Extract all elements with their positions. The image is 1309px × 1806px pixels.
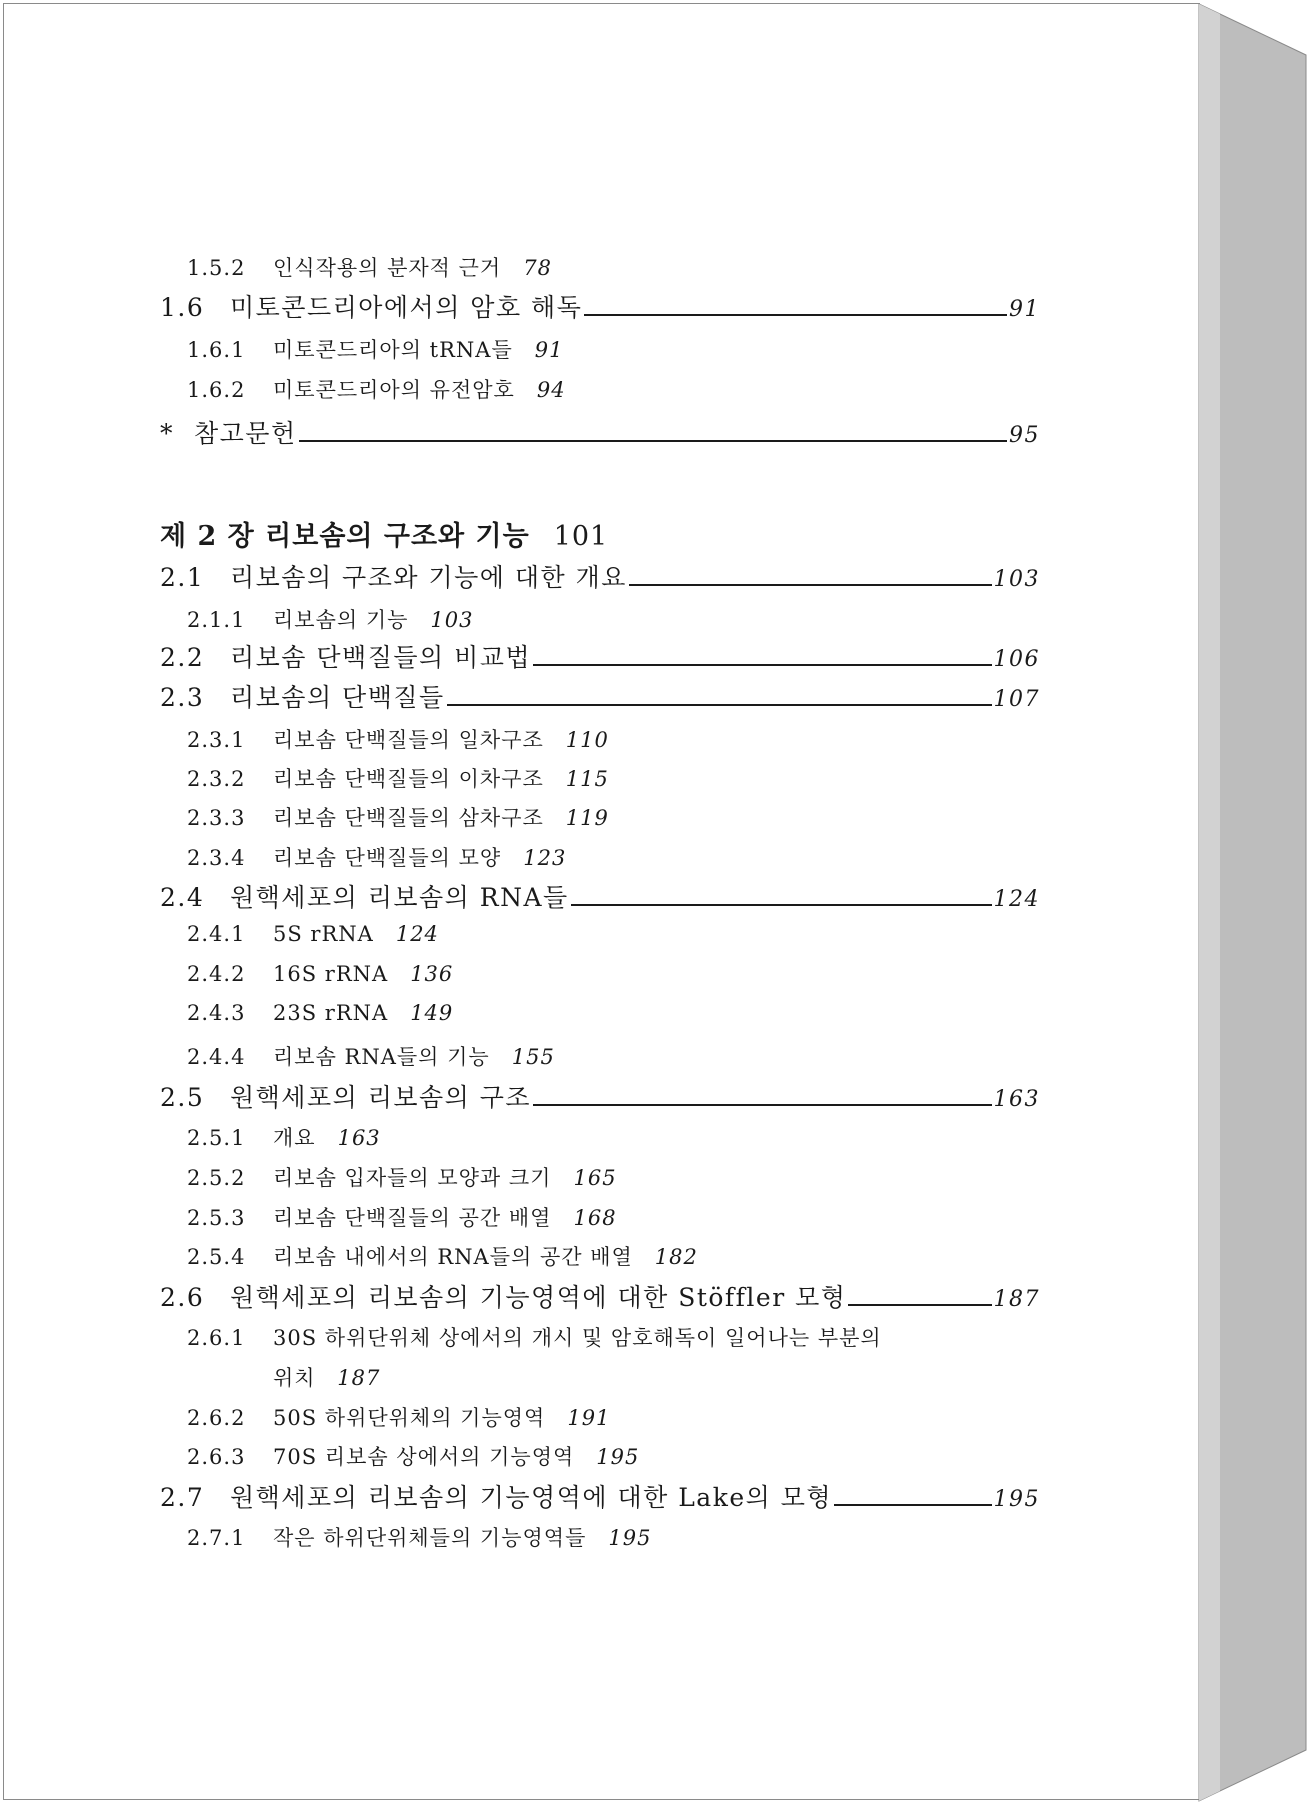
- entry-title: 30S 하위단위체 상에서의 개시 및 암호해독이 일어나는 부분의: [273, 1326, 882, 1350]
- dotted-leader: [571, 904, 992, 906]
- entry-number: 1.6.2: [187, 378, 246, 402]
- entry-page: 119: [565, 806, 609, 830]
- entry-number: 1.6: [160, 293, 205, 322]
- entry-number: 2.3.4: [187, 846, 246, 870]
- chapter-page: 101: [553, 521, 609, 552]
- toc-entry-2-6-2: [160, 1402, 610, 1432]
- entry-page: 103: [993, 567, 1040, 592]
- toc-entry-2-7-1: [160, 1522, 651, 1552]
- toc-entry-2-5-2: [160, 1162, 617, 1192]
- entry-number: 2.3.1: [187, 728, 246, 752]
- entry-title: 리보솜 단백질들의 모양: [273, 846, 502, 870]
- entry-title: 원핵세포의 리보솜의 기능영역에 대한 Lake의 모형: [230, 1483, 833, 1512]
- toc-entry-1-6: [160, 288, 1040, 324]
- dotted-leader: [584, 314, 1007, 316]
- entry-title: 인식작용의 분자적 근거: [273, 256, 502, 280]
- entry-number: 2.5.1: [187, 1126, 246, 1150]
- entry-page: 124: [993, 887, 1040, 912]
- entry-title: 리보솜 단백질들의 공간 배열: [273, 1206, 552, 1230]
- entry-page: 163: [993, 1087, 1040, 1112]
- toc-entry-2-4-3: [160, 1001, 453, 1025]
- entry-number: 2.6: [160, 1283, 205, 1312]
- entry-title: 리보솜 RNA들의 기능: [273, 1045, 490, 1069]
- toc-entry-references: [160, 414, 1040, 450]
- entry-number: 2.4.2: [187, 962, 246, 986]
- entry-page: 95: [1009, 423, 1040, 448]
- entry-title: 50S 하위단위체의 기능영역: [273, 1406, 546, 1430]
- toc-entry-2-6: [160, 1278, 1040, 1314]
- entry-number: 2.6.1: [187, 1326, 246, 1350]
- entry-number: 2.1.1: [187, 608, 246, 632]
- entry-page: 103: [430, 608, 474, 632]
- entry-page: 187: [993, 1287, 1040, 1312]
- entry-page: 107: [993, 687, 1040, 712]
- dotted-leader: [533, 664, 991, 666]
- entry-title: 5S rRNA: [273, 922, 374, 946]
- dotted-leader: [299, 440, 1007, 442]
- dotted-leader: [848, 1304, 991, 1306]
- chapter-heading: [160, 514, 608, 553]
- entry-title-continued: 위치: [273, 1366, 316, 1390]
- entry-title: 70S 리보솜 상에서의 기능영역: [273, 1445, 575, 1469]
- toc-entry-2-6-3: [160, 1441, 639, 1471]
- entry-number: 1.6.1: [187, 338, 246, 362]
- entry-title: 미토콘드리아의 유전암호: [273, 378, 515, 402]
- entry-page: 136: [410, 962, 454, 986]
- entry-title: 원핵세포의 리보솜의 RNA들: [230, 883, 569, 912]
- entry-title: 리보솜의 구조와 기능에 대한 개요: [230, 563, 627, 592]
- entry-page: 110: [565, 728, 609, 752]
- entry-title: 작은 하위단위체들의 기능영역들: [273, 1526, 587, 1550]
- entry-number: 2.3.2: [187, 767, 246, 791]
- toc-entry-2-3-3: [160, 802, 609, 832]
- entry-page: 195: [596, 1445, 640, 1469]
- entry-page: 78: [523, 256, 552, 280]
- toc-entry-2-5-1: [160, 1122, 381, 1152]
- bullet-marker: *: [160, 419, 174, 448]
- entry-title: 리보솜의 단백질들: [230, 683, 445, 712]
- entry-number: 2.4.3: [187, 1001, 246, 1025]
- toc-entry-2-7: [160, 1478, 1040, 1514]
- toc-entry-2-3-4: [160, 842, 566, 872]
- toc-entry-2-6-1-continuation: [273, 1362, 380, 1392]
- entry-page: 91: [1009, 297, 1040, 322]
- entry-page: 187: [337, 1366, 381, 1390]
- toc-entry-2-2: [160, 638, 1040, 674]
- entry-number: 2.6.2: [187, 1406, 246, 1430]
- entry-page: 155: [511, 1045, 555, 1069]
- entry-title: 23S rRNA: [273, 1001, 389, 1025]
- entry-page: 191: [567, 1406, 611, 1430]
- toc-entry-2-3-2: [160, 763, 609, 793]
- entry-title: 리보솜의 기능: [273, 608, 409, 632]
- entry-title: 참고문헌: [194, 419, 297, 448]
- entry-page: 165: [573, 1166, 617, 1190]
- toc-entry-2-6-1: [160, 1322, 882, 1352]
- entry-title: 리보솜 내에서의 RNA들의 공간 배열: [273, 1245, 633, 1269]
- toc-entry-1-6-1: [160, 334, 564, 364]
- entry-title: 리보솜 단백질들의 비교법: [230, 643, 532, 672]
- toc-entry-2-4-2: [160, 962, 453, 986]
- toc-entry-2-1-1: [160, 604, 474, 634]
- entry-number: 2.5.4: [187, 1245, 246, 1269]
- entry-number: 2.3.3: [187, 806, 246, 830]
- dotted-leader: [629, 584, 992, 586]
- entry-title: 리보솜 단백질들의 삼차구조: [273, 806, 544, 830]
- entry-number: 2.2: [160, 643, 205, 672]
- dotted-leader: [447, 704, 992, 706]
- entry-page: 124: [395, 922, 439, 946]
- toc-entry-2-3-1: [160, 724, 609, 754]
- toc-entry-2-5-4: [160, 1241, 698, 1271]
- chapter-title: 제 2 장 리보솜의 구조와 기능: [160, 521, 530, 552]
- toc-entry-1-6-2: [160, 374, 566, 404]
- entry-page: 115: [565, 767, 609, 791]
- entry-page: 168: [573, 1206, 617, 1230]
- entry-title: 개요: [273, 1126, 316, 1150]
- entry-number: 2.4: [160, 883, 205, 912]
- entry-number: 2.7: [160, 1483, 205, 1512]
- dotted-leader: [533, 1104, 991, 1106]
- toc-entry-2-4-1: [160, 922, 439, 946]
- entry-number: 2.5.3: [187, 1206, 246, 1230]
- entry-number: 2.3: [160, 683, 205, 712]
- toc-entry-2-4-4: [160, 1041, 555, 1071]
- entry-title: 미토콘드리아의 tRNA들: [273, 338, 513, 362]
- toc-entry-2-5: [160, 1078, 1040, 1114]
- entry-page: 94: [536, 378, 566, 402]
- toc-entry-2-1: [160, 558, 1040, 594]
- entry-title: 원핵세포의 리보솜의 구조: [230, 1083, 532, 1112]
- entry-title: 16S rRNA: [273, 962, 389, 986]
- entry-title: 원핵세포의 리보솜의 기능영역에 대한 Stöffler 모형: [230, 1283, 847, 1312]
- entry-page: 195: [608, 1526, 652, 1550]
- entry-number: 1.5.2: [187, 256, 246, 280]
- entry-page: 163: [337, 1126, 381, 1150]
- entry-title: 리보솜 입자들의 모양과 크기: [273, 1166, 552, 1190]
- entry-number: 2.7.1: [187, 1526, 246, 1550]
- entry-number: 2.4.1: [187, 922, 246, 946]
- entry-title: 미토콘드리아에서의 암호 해독: [230, 293, 583, 322]
- entry-number: 2.5: [160, 1083, 205, 1112]
- toc-entry-2-5-3: [160, 1202, 617, 1232]
- entry-page: 123: [523, 846, 567, 870]
- toc-entry-1-5-2: [160, 252, 552, 282]
- entry-page: 149: [410, 1001, 454, 1025]
- entry-number: 2.4.4: [187, 1045, 246, 1069]
- entry-title: 리보솜 단백질들의 일차구조: [273, 728, 544, 752]
- entry-page: 106: [993, 647, 1040, 672]
- toc-entry-2-3: [160, 678, 1040, 714]
- entry-number: 2.5.2: [187, 1166, 246, 1190]
- entry-page: 182: [654, 1245, 698, 1269]
- entry-number: 2.6.3: [187, 1445, 246, 1469]
- toc-entry-2-4: [160, 878, 1040, 914]
- dotted-leader: [834, 1504, 991, 1506]
- entry-number: 2.1: [160, 563, 205, 592]
- entry-title: 리보솜 단백질들의 이차구조: [273, 767, 544, 791]
- entry-page: 91: [534, 338, 564, 362]
- entry-page: 195: [993, 1487, 1040, 1512]
